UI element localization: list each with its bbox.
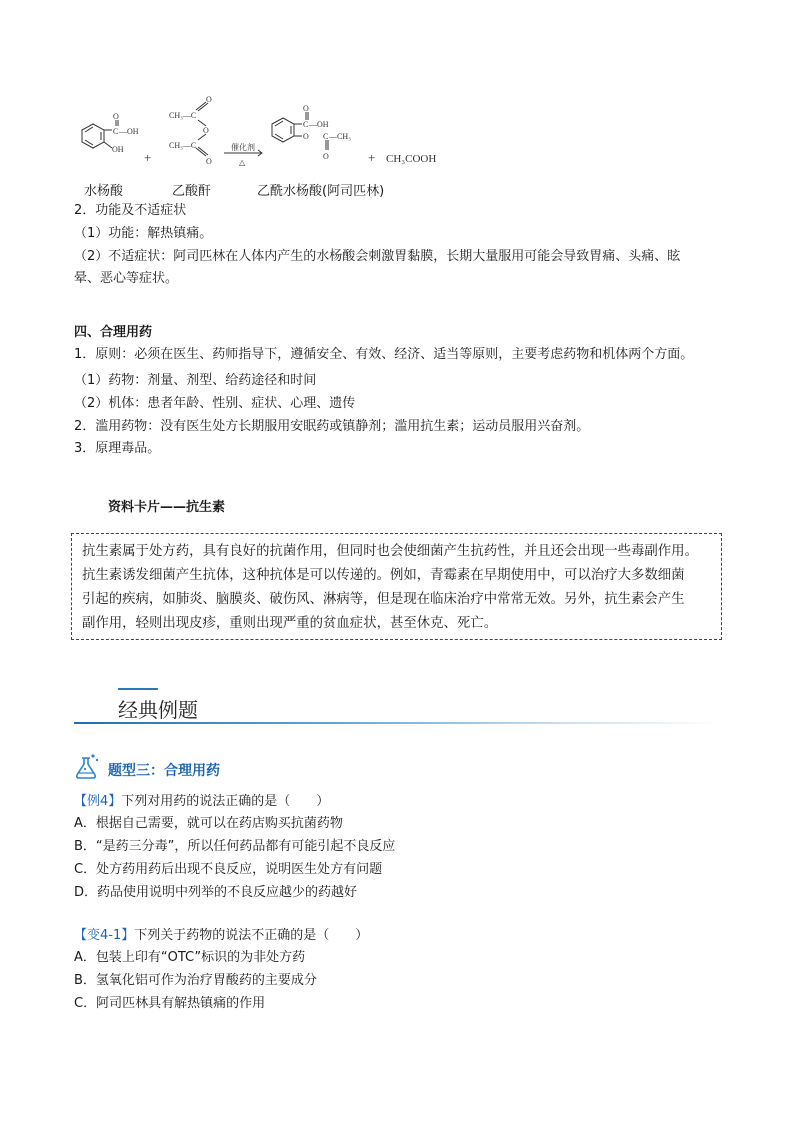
- sa-oh2: OH: [112, 145, 124, 154]
- label-aspirin: 乙酰水杨酸(阿司匹林): [257, 184, 385, 199]
- anh-o3: O: [206, 157, 212, 166]
- asp-o-mid: O: [303, 132, 309, 141]
- sa-o: O: [113, 112, 119, 121]
- card-line-3: 引起的疾病，如肺炎、脑膜炎、破伤风、淋病等，但是现在临床治疗中常常无效。另外，抗生素会产生: [82, 592, 685, 607]
- ex4-option-a: A．根据自己需要，就可以在药店购买抗菌药物: [74, 816, 343, 831]
- heat-label: △: [239, 158, 246, 167]
- section2-title: 2．功能及不适症状: [74, 203, 187, 218]
- section2-item1: （1）功能：解热镇痛。: [74, 226, 213, 241]
- sa-oh: —OH: [119, 127, 139, 136]
- antibiotic-info-card: [71, 533, 722, 640]
- card-line-1: 抗生素属于处方药，具有良好的抗菌作用，但同时也会使细菌产生抗药性，并且还会出现一些毒副作用。: [82, 544, 698, 559]
- anh-ch3-top: CH₃—C: [169, 111, 197, 120]
- anh-ch3-bot: CH₃—C: [169, 141, 197, 150]
- ex41-option-c: C．阿司匹林具有解热镇痛的作用: [74, 996, 266, 1011]
- plus-1: +: [144, 150, 152, 165]
- section4-p3: 3．原理毒品。: [74, 441, 161, 456]
- section4-p1b: （2）机体：患者年龄、性别、症状、心理、遗传: [74, 396, 356, 411]
- ex41-stem-row: [74, 927, 368, 945]
- asp-c2: C: [323, 132, 329, 141]
- ex4-tag: 【例4】: [74, 794, 122, 809]
- card-line-4: 副作用，轻则出现皮疹，重则出现严重的贫血症状，甚至休克、死亡。: [82, 616, 498, 631]
- ex4-stem-row: [74, 793, 329, 811]
- header-underline: [74, 722, 719, 724]
- ex4-option-c: C．处方药用药后出现不良反应，说明医生处方有问题: [74, 862, 383, 877]
- card-line-2: 抗生素诱发细菌产生抗体，这种抗体是可以传递的。例如，青霉素在早期使用中，可以治疗大多数细菌: [82, 568, 685, 583]
- catalyst-label: 催化剂: [231, 143, 255, 152]
- anh-o2: O: [203, 126, 209, 135]
- section2-item2-line1: （2）不适症状：阿司匹林在人体内产生的水杨酸会刺激胃黏膜，长期大量服用可能会导致胃痛、头痛、眩: [74, 249, 681, 264]
- label-acetic-anhydride: 乙酸酐: [172, 184, 212, 199]
- anh-o1: O: [206, 95, 212, 104]
- aspirin-structure: [272, 112, 328, 150]
- header-accent-bar: [118, 688, 158, 690]
- card-title: 资料卡片——抗生素: [108, 500, 226, 515]
- ex41-stem: 下列关于药物的说法不正确的是（ ）: [134, 928, 369, 943]
- ex41-tag: 【变4-1】: [74, 928, 135, 943]
- ex4-option-b: B．“是药三分毒”，所以任何药品都有可能引起不良反应: [74, 839, 396, 854]
- flask-icon: [72, 752, 102, 780]
- ex41-option-a: A．包装上印有“OTC”标识的为非处方药: [74, 950, 306, 965]
- reaction-diagram: [66, 92, 466, 178]
- ex4-option-d: D．药品使用说明中列举的不良反应越少的药越好: [74, 885, 358, 900]
- label-salicylic-acid: 水杨酸: [84, 184, 124, 199]
- plus-2: +: [368, 150, 376, 165]
- ex41-option-b: B．氢氧化铝可作为治疗胃酸药的主要成分: [74, 973, 317, 988]
- examples-header: 经典例题: [118, 698, 198, 722]
- type-title: 题型三：合理用药: [108, 763, 220, 779]
- section2-item2-line2: 晕、恶心等症状。: [74, 271, 179, 286]
- ex4-stem: 下列对用药的说法正确的是（ ）: [121, 794, 330, 809]
- sa-c: C: [113, 127, 119, 136]
- asp-o-bot: O: [323, 152, 329, 161]
- asp-ch3: —CH₃: [329, 132, 351, 141]
- section4-title: 四、合理用药: [74, 325, 153, 340]
- section4-p1: 1．原则：必须在医生、药师指导下，遵循安全、有效、经济、适当等原则，主要考虑药物和机体两个方面。: [74, 347, 694, 362]
- section4-p2: 2．滥用药物：没有医生处方长期服用安眠药或镇静剂；滥用抗生素；运动员服用兴奋剂。: [74, 419, 590, 434]
- section4-p1a: （1）药物：剂量、剂型、给药途径和时间: [74, 373, 317, 388]
- product-acetic-acid: CH₃COOH: [386, 153, 437, 165]
- asp-o-top: O: [303, 104, 309, 113]
- asp-oh: —OH: [309, 120, 329, 129]
- asp-c1: C: [303, 120, 309, 129]
